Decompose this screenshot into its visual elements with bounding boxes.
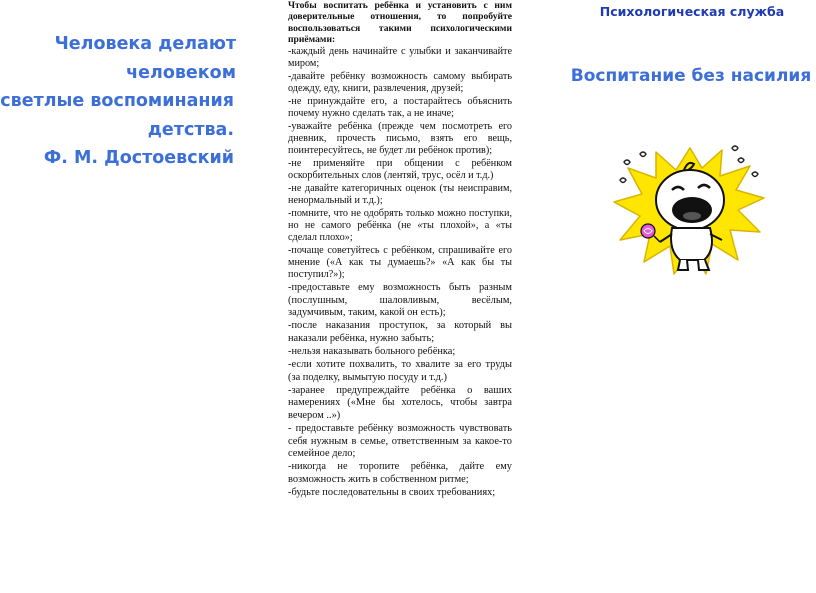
advice-item: - предоставьте ребёнку возможность чувствовать себя нужным в семье, ответственным за какое-то семейное дело; (288, 423, 512, 460)
advice-item: -не принуждайте его, а постарайтесь объяснить почему нужно сделать так, а не иначе; (288, 96, 512, 120)
advice-item: -помните, что не одобрять только можно поступки, но не самого ребёнка (не «ты плохой», а «ты сделал плохо»; (288, 207, 512, 244)
quote-block (0, 30, 240, 173)
quote-line: детства. (147, 119, 234, 140)
advice-intro: Чтобы воспитать ребёнка и установить с ним доверительные отношения, то попробуйте воспользоваться такими психологическими приёмами: (288, 0, 512, 45)
quote-line: человеком (126, 62, 236, 83)
advice-item: -нельзя наказывать больного ребёнка; (288, 346, 456, 358)
advice-item: -после наказания проступок, за который вы наказали ребёнка, нужно забыть; (288, 320, 512, 344)
advice-item: -давайте ребёнку возможность самому выбирать одежду, еду, книги, развлечения, друзей; (288, 71, 512, 95)
advice-column (288, 0, 512, 500)
advice-item: -не давайте категоричных оценок (ты неисправим, ненормальный и т.д.); (288, 182, 512, 207)
brochure-title: Воспитание без насилия (570, 66, 812, 86)
quote-author: Ф. М. Достоевский (43, 148, 234, 168)
advice-item: -не применяйте при общении с ребёнком оскорбительных слов (лентяй, трус, осёл и т.д.) (288, 158, 512, 182)
advice-item: -предоставьте ему возможность быть разным (послушным, шаловливым, весёлым, задумчивым, таким, какой он есть); (288, 282, 512, 319)
organization-name: Психологическая служба (599, 4, 785, 19)
advice-item: -будьте последовательны в своих требованиях; (288, 487, 496, 499)
cover-panel (548, 0, 816, 86)
advice-item: -каждый день начинайте с улыбки и заканчивайте миром; (288, 46, 512, 70)
crying-baby-illustration (610, 140, 770, 280)
quote-line: Человека делают (54, 34, 236, 54)
advice-list (288, 46, 512, 499)
advice-item: -заранее предупреждайте ребёнка о ваших намерениях («Мне бы хотелось, чтобы завтра вечером ..») (288, 384, 512, 421)
advice-item: -уважайте ребёнка (прежде чем посмотреть его дневник, прочесть письмо, взять его вещь, поинтересуйтесь, не будет ли ребёнок против); (288, 120, 512, 157)
baby-figure (656, 163, 724, 270)
advice-item: -никогда не торопите ребёнка, дайте ему возможность жить в собственном ритме; (288, 461, 512, 485)
advice-item: -почаще советуйтесь с ребёнком, спрашивайте его мнение («А как ты думаешь?» «А как бы ты поступил?»); (288, 244, 512, 281)
quote-line: светлые воспоминания (0, 91, 234, 111)
advice-item: -если хотите похвалить, то хвалите за его труды (за поделку, вымытую посуду и т.д.) (288, 359, 512, 383)
